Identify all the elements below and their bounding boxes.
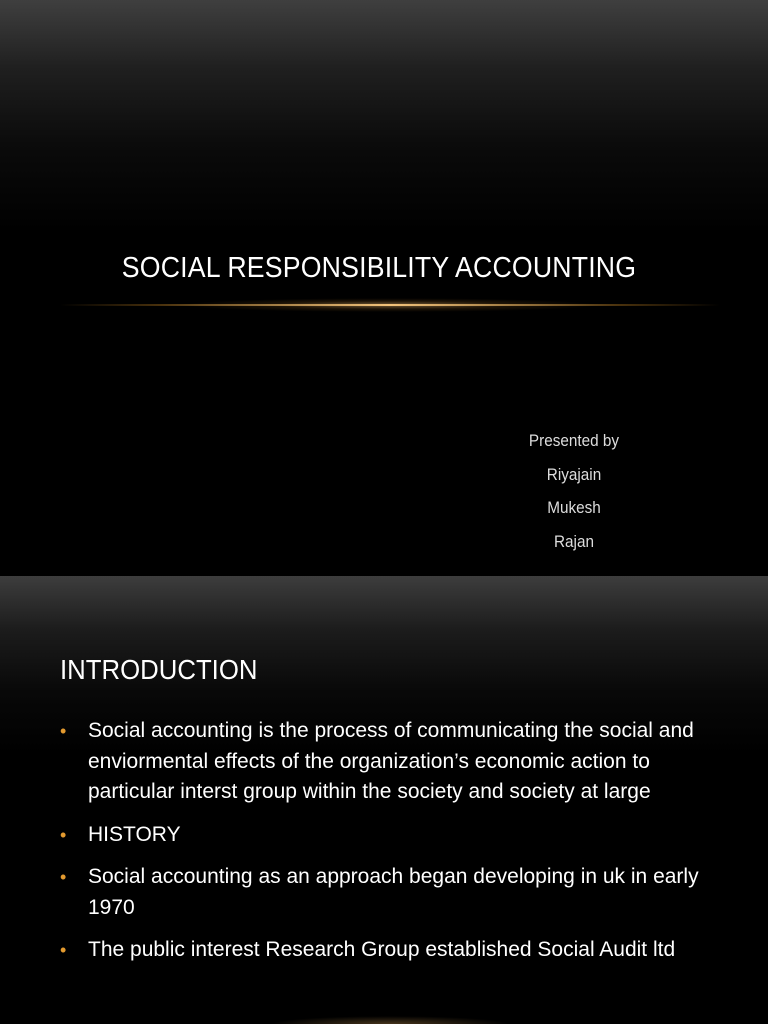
list-item-text: Social accounting as an approach began developing in uk in early 1970 xyxy=(88,865,699,919)
bullet-dot-icon: • xyxy=(60,867,67,887)
list-item-text: Social accounting is the process of communicating the social and enviormental effects of the organization’s economic action to particular interst group within the society and society at large xyxy=(88,719,694,803)
list-item xyxy=(60,862,720,923)
list-item-text: The public interest Research Group established Social Audit ltd xyxy=(88,938,676,961)
next-slide-glow xyxy=(270,1016,510,1024)
bullet-dot-icon: • xyxy=(60,721,67,741)
presenter-name: Mukesh xyxy=(547,498,601,517)
presenter-name: Riyajain xyxy=(546,464,602,484)
list-item xyxy=(60,820,720,851)
list-item-text: HISTORY xyxy=(88,822,181,846)
slide-title: SOCIAL RESPONSIBILITY ACCOUNTING xyxy=(121,252,637,284)
title-underline-glow xyxy=(60,298,720,312)
bullet-dot-icon: • xyxy=(60,940,67,960)
list-item xyxy=(60,935,720,966)
bullet-dot-icon: • xyxy=(60,824,67,845)
list-item xyxy=(60,716,720,808)
underline-line xyxy=(60,304,720,306)
presenter-name: Rajan xyxy=(554,531,594,551)
presented-by-label: Presented by xyxy=(528,431,620,450)
bullet-list xyxy=(60,716,720,978)
presenters-block xyxy=(494,424,654,558)
introduction-slide xyxy=(0,576,768,1024)
introduction-title: INTRODUCTION xyxy=(60,654,258,685)
